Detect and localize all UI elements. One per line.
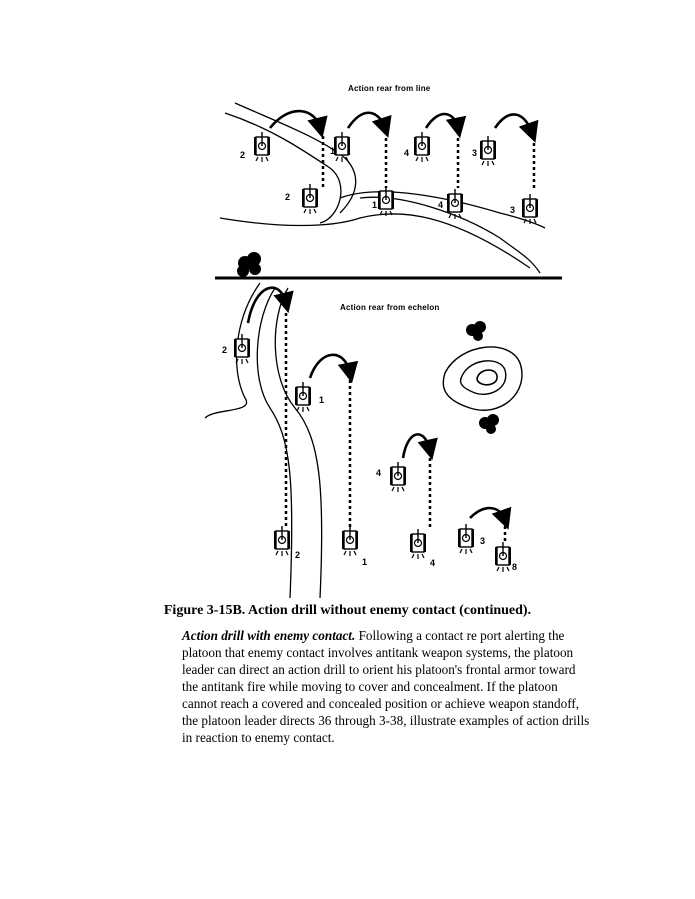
road-line	[205, 283, 260, 418]
tank-icon	[447, 189, 463, 219]
turn-arrow	[470, 508, 505, 520]
tank-label: 4	[430, 558, 436, 568]
tank-label: 2	[240, 150, 246, 160]
turn-arrow	[310, 355, 350, 378]
figure-illustration	[200, 78, 570, 598]
tank-icon	[410, 529, 426, 559]
tank-icon	[302, 184, 318, 214]
turn-arrow	[403, 434, 430, 458]
turn-arrow	[426, 114, 458, 128]
bush-icon	[479, 414, 499, 434]
tank-label: 3	[480, 536, 486, 546]
tank-label: 2	[222, 345, 228, 355]
turn-arrow	[348, 113, 385, 128]
tank-icon	[274, 526, 290, 556]
tank-icon	[390, 462, 406, 492]
tank-icon	[458, 524, 474, 554]
tank-label: 8	[512, 562, 518, 572]
paragraph-text: Following a contact re port alerting the platoon that enemy contact involves antitank weapon systems, the platoon leader can direct an action drill to orient his platoon's frontal armor toward the antitank fire while moving to cover and concealment. If the platoon cannot reach a covered and concealed position or achieve weapon standoff, the platoon leader directs 36 through 3-38, illustrate examples of action drills in reaction to enemy contact.	[182, 628, 590, 745]
tank-label: 3	[472, 148, 478, 158]
hill-contour	[443, 347, 522, 410]
body-paragraph	[182, 627, 592, 746]
tank-label: 2	[295, 550, 301, 560]
tank-label: 4	[438, 200, 444, 210]
tank-icon	[342, 526, 358, 556]
tank-label: 1	[330, 146, 336, 156]
tank-label: 1	[319, 395, 325, 405]
bush-icon	[237, 252, 261, 277]
tank-icon	[414, 132, 430, 162]
figure-caption: Figure 3-15B. Action drill without enemy contact (continued).	[163, 603, 532, 618]
turn-arrow	[270, 111, 320, 128]
road-line	[220, 214, 530, 268]
tank-icon	[334, 132, 350, 162]
tank-label: 1	[362, 557, 368, 567]
tank-label: 1	[372, 200, 378, 210]
tank-label: 4	[404, 148, 410, 158]
bottom-panel-title: Action rear from echelon	[340, 303, 440, 312]
tank-label: 2	[285, 192, 291, 202]
tank-icon	[295, 382, 311, 412]
tank-label: 4	[376, 468, 382, 478]
figure-action-drill	[200, 78, 570, 598]
turn-arrow	[495, 114, 532, 133]
bush-icon	[466, 321, 486, 341]
top-panel-title: Action rear from line	[348, 84, 431, 93]
tank-icon	[378, 186, 394, 216]
tank-icon	[480, 136, 496, 166]
tank-label: 3	[510, 205, 516, 215]
tank-icon	[254, 132, 270, 162]
tank-icon	[495, 542, 511, 572]
paragraph-lead: Action drill with enemy contact.	[182, 628, 356, 643]
